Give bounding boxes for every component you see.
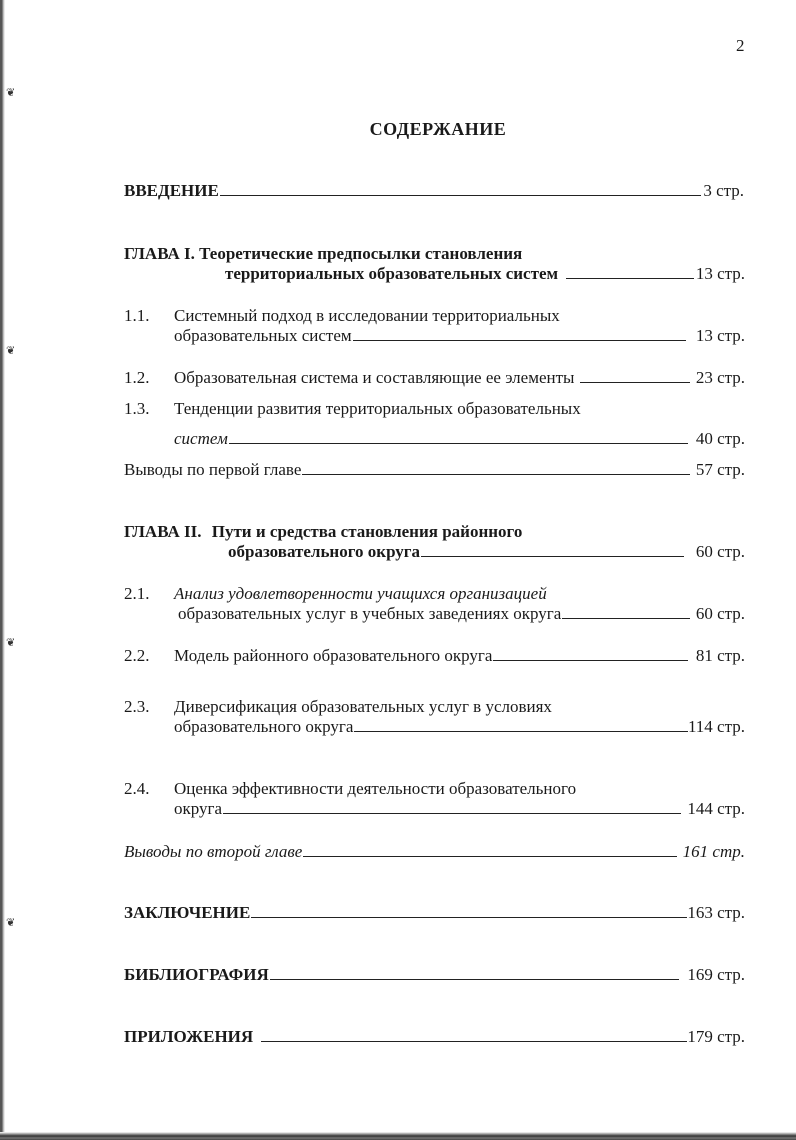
leader-line (261, 1040, 687, 1042)
leader-line (302, 473, 689, 475)
leader-line (223, 812, 681, 814)
toc-page: 163 стр. (687, 903, 745, 922)
section-2-1[interactable] (124, 584, 547, 604)
toc-page: 114 стр. (687, 717, 745, 736)
toc-page: 40 стр. (695, 429, 745, 448)
section-1-3[interactable] (124, 399, 581, 419)
section-title-line1: Диверсификация образовательных услуг в условиях (174, 697, 552, 716)
toc-entry-bibliography[interactable] (124, 965, 745, 985)
toc-entry-conclusion[interactable] (124, 903, 745, 923)
toc-label: ЗАКЛЮЧЕНИЕ (124, 903, 251, 922)
toc-page: 13 стр. (695, 326, 745, 345)
section-title-line1: Модель районного образовательного округа (174, 646, 493, 665)
binder-clip-icon: ❦ (6, 917, 16, 929)
chapter-title-line1: Теоретические предпосылки становления (199, 244, 523, 263)
binder-clip-icon: ❦ (6, 637, 16, 649)
section-number: 1.1. (124, 306, 150, 325)
toc-page: 60 стр. (695, 542, 745, 561)
section-2-1-line2[interactable] (178, 604, 745, 624)
section-2-4[interactable] (124, 779, 576, 799)
leader-line (229, 442, 688, 444)
section-number: 2.3. (124, 697, 150, 716)
leader-line (580, 381, 689, 383)
chapter-title-line2: территориальных образовательных систем (225, 264, 559, 283)
toc-page: 161 стр. (682, 842, 745, 861)
section-1-1-line2[interactable] (174, 326, 745, 346)
leader-line (562, 617, 690, 619)
scan-edge-bottom (0, 1132, 796, 1140)
chapter1-heading-line2[interactable] (225, 264, 745, 284)
section-number: 2.2. (124, 646, 150, 665)
section-title-line2: округа (174, 799, 223, 818)
toc-label: Выводы по первой главе (124, 460, 302, 479)
section-title-line1: Тенденции развития территориальных образовательных (174, 399, 581, 418)
chapter-prefix: ГЛАВА I. (124, 244, 195, 263)
section-number: 1.2. (124, 368, 150, 387)
leader-line (421, 555, 684, 557)
chapter-title-line1: Пути и средства становления районного (211, 522, 523, 541)
leader-line (566, 277, 694, 279)
section-2-2[interactable] (124, 646, 745, 666)
toc-title: СОДЕРЖАНИЕ (369, 119, 507, 139)
toc-page: 3 стр. (703, 181, 744, 200)
toc-label: Выводы по второй главе (124, 842, 303, 861)
section-title-line1: Оценка эффективности деятельности образовательного (174, 779, 577, 798)
binder-clip-icon: ❦ (6, 345, 16, 357)
section-title-line1: Системный подход в исследовании территориальных (174, 306, 560, 325)
section-title-line2: систем (174, 429, 228, 448)
toc-label: ПРИЛОЖЕНИЯ (124, 1027, 254, 1046)
toc-entry-appendices[interactable] (124, 1027, 745, 1047)
chapter1-heading[interactable] (124, 244, 522, 264)
leader-line (251, 916, 687, 918)
section-number: 2.1. (124, 584, 150, 603)
section-title-line2: образовательных систем (174, 326, 352, 345)
chapter-title-line2: образовательного округа (228, 542, 421, 561)
section-2-4-line2[interactable] (174, 799, 745, 819)
leader-line (270, 978, 680, 980)
section-title-line1: Анализ удовлетворенности учащихся организацией (174, 584, 547, 603)
toc-page: 23 стр. (695, 368, 745, 387)
page-number: 2 (736, 36, 745, 55)
section-1-1[interactable] (124, 306, 560, 326)
chapter2-heading[interactable] (124, 522, 522, 542)
section-title-line2: образовательного округа (174, 717, 354, 736)
section-title-line1: Образовательная система и составляющие ее элементы (174, 368, 575, 387)
chapter1-conclusions[interactable] (124, 460, 745, 480)
section-number: 1.3. (124, 399, 150, 418)
toc-label: БИБЛИОГРАФИЯ (124, 965, 269, 984)
leader-line (220, 194, 701, 196)
toc-page: 60 стр. (695, 604, 745, 623)
section-2-3-line2[interactable] (174, 717, 745, 737)
section-1-2[interactable] (124, 368, 745, 388)
toc-page: 169 стр. (687, 965, 745, 984)
chapter-prefix: ГЛАВА II. (124, 522, 202, 541)
toc-label: ВВЕДЕНИЕ (124, 181, 219, 200)
scan-edge-left (0, 0, 5, 1140)
toc-page: 179 стр. (687, 1027, 745, 1046)
toc-page: 144 стр. (687, 799, 745, 818)
leader-line (303, 855, 676, 857)
toc-page: 57 стр. (695, 460, 745, 479)
section-1-3-line2[interactable] (174, 429, 745, 449)
section-title-line2: образовательных услуг в учебных заведениях округа (178, 604, 562, 623)
leader-line (493, 659, 687, 661)
binder-clip-icon: ❦ (6, 87, 16, 99)
leader-line (353, 339, 686, 341)
toc-page: 81 стр. (695, 646, 745, 665)
chapter2-heading-line2[interactable] (228, 542, 745, 562)
leader-line (354, 730, 688, 732)
section-number: 2.4. (124, 779, 150, 798)
toc-entry-intro[interactable] (124, 181, 744, 201)
section-2-3[interactable] (124, 697, 552, 717)
toc-page: 13 стр. (695, 264, 745, 283)
chapter2-conclusions[interactable] (124, 842, 745, 862)
